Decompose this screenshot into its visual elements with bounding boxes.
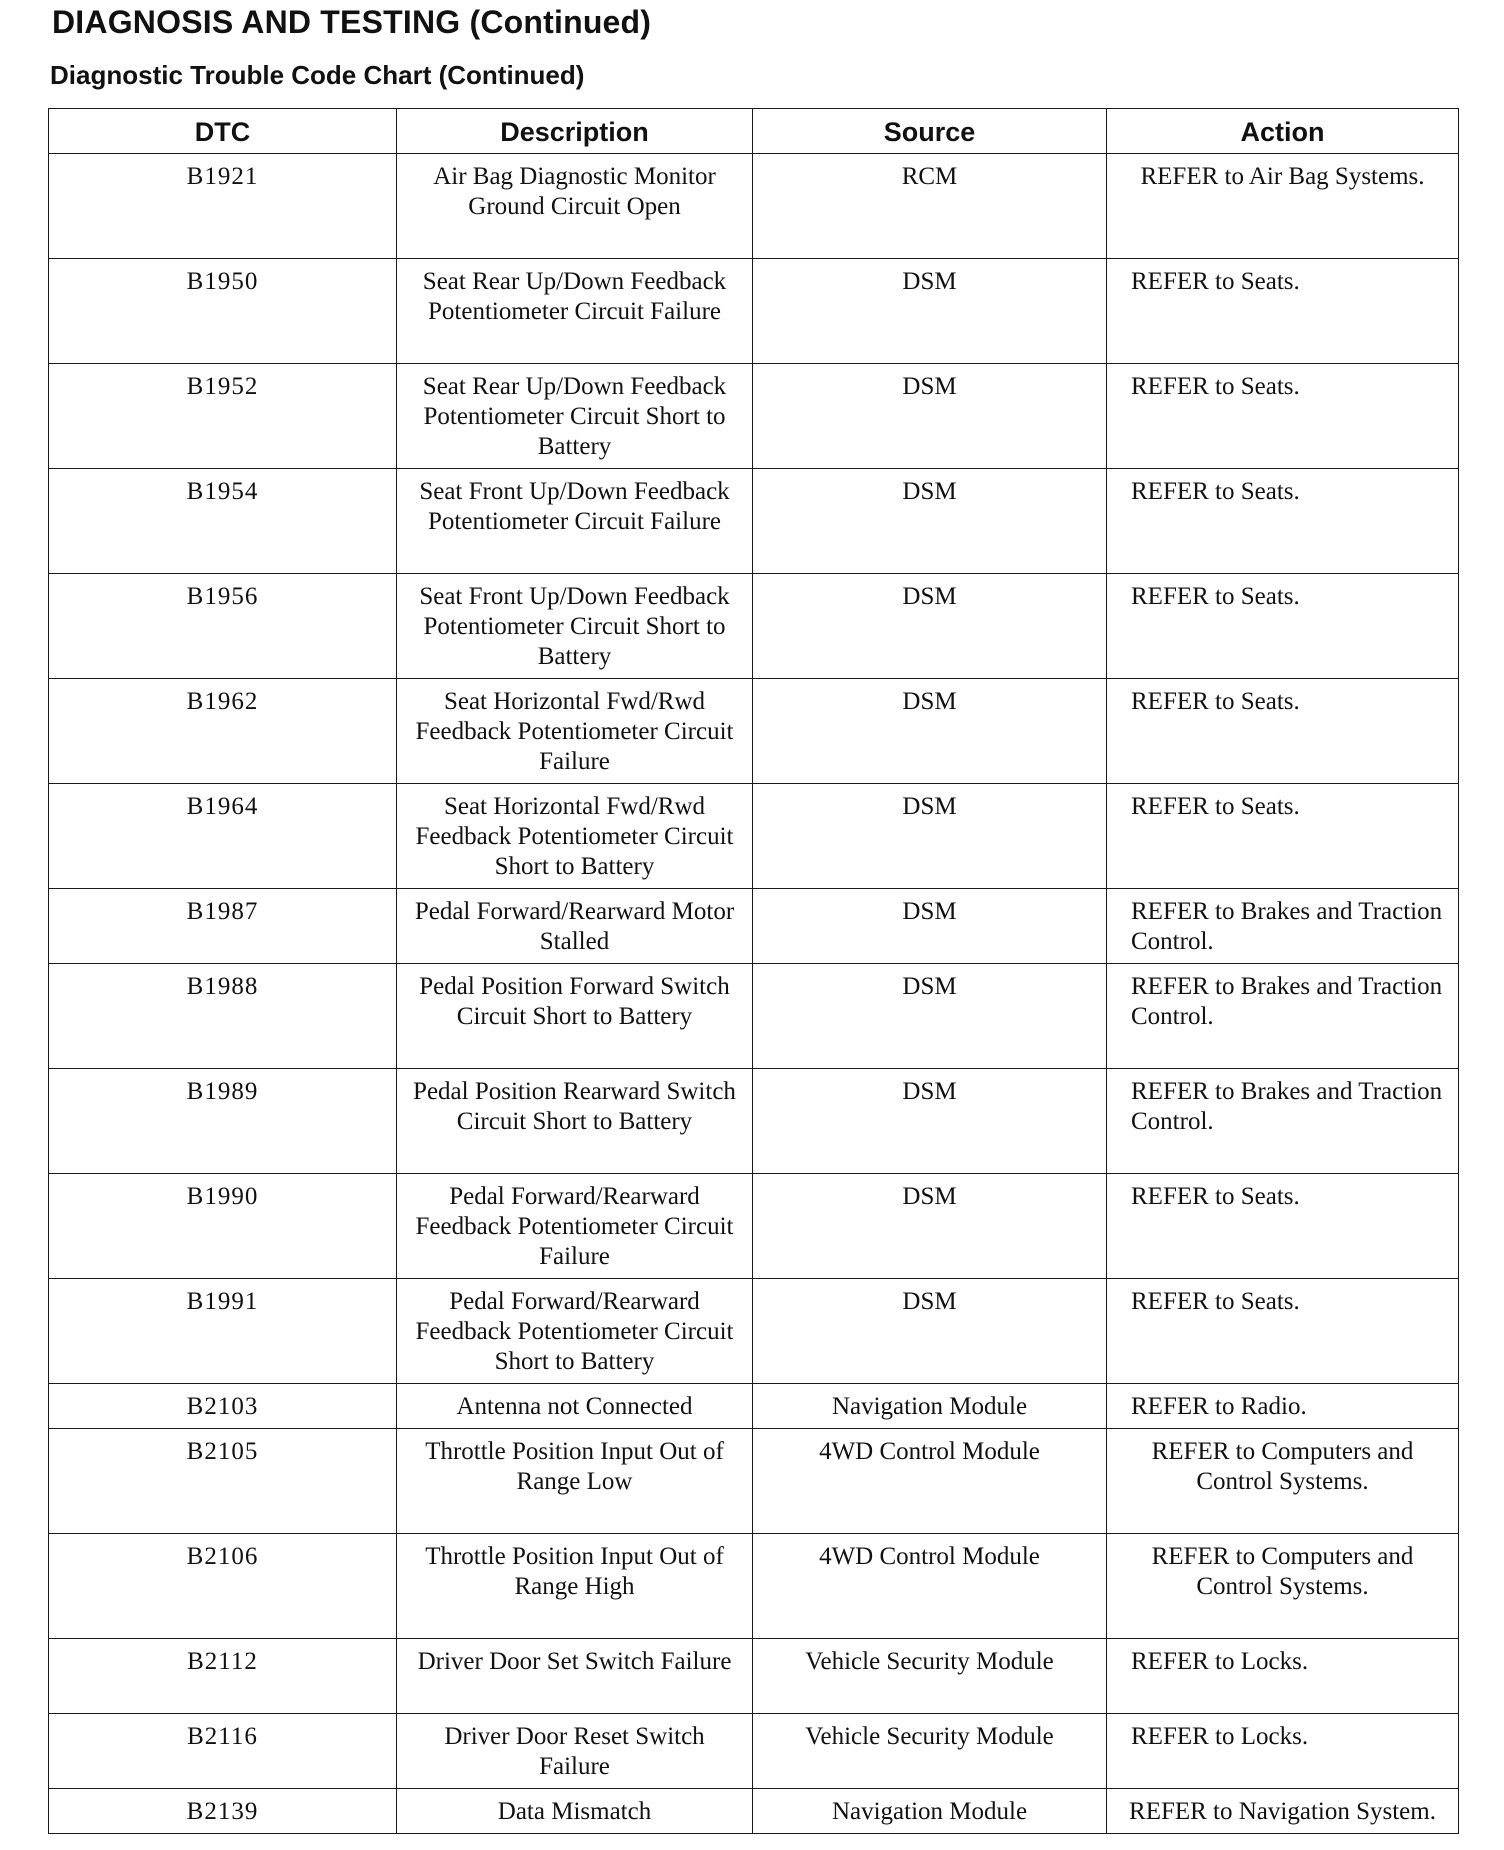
dtc-cell: B1952: [49, 364, 397, 469]
action-cell: REFER to Computers and Control Systems.: [1107, 1429, 1459, 1534]
action-cell: REFER to Seats.: [1107, 259, 1459, 364]
dtc-cell: B1990: [49, 1174, 397, 1279]
description-cell: Pedal Forward/Rearward Motor Stalled: [397, 889, 753, 964]
action-cell: REFER to Navigation System.: [1107, 1789, 1459, 1834]
action-cell: REFER to Seats.: [1107, 1174, 1459, 1279]
description-cell: Seat Horizontal Fwd/Rwd Feedback Potentiometer Circuit Short to Battery: [397, 784, 753, 889]
source-cell: Navigation Module: [753, 1384, 1107, 1429]
action-cell: REFER to Computers and Control Systems.: [1107, 1534, 1459, 1639]
action-cell: REFER to Brakes and Traction Control.: [1107, 889, 1459, 964]
description-cell: Throttle Position Input Out of Range Low: [397, 1429, 753, 1534]
table-row: [49, 1174, 1459, 1279]
table-body: [49, 154, 1459, 1834]
table-row: [49, 784, 1459, 889]
action-cell: REFER to Seats.: [1107, 1279, 1459, 1384]
dtc-cell: B1987: [49, 889, 397, 964]
dtc-cell: B2139: [49, 1789, 397, 1834]
description-cell: Seat Front Up/Down Feedback Potentiometer Circuit Short to Battery: [397, 574, 753, 679]
source-cell: DSM: [753, 1069, 1107, 1174]
description-cell: Seat Rear Up/Down Feedback Potentiometer Circuit Failure: [397, 259, 753, 364]
dtc-cell: B2112: [49, 1639, 397, 1714]
header-row: [49, 109, 1459, 154]
source-cell: DSM: [753, 784, 1107, 889]
source-cell: Navigation Module: [753, 1789, 1107, 1834]
source-cell: DSM: [753, 964, 1107, 1069]
action-cell: REFER to Brakes and Traction Control.: [1107, 964, 1459, 1069]
description-cell: Seat Front Up/Down Feedback Potentiometer Circuit Failure: [397, 469, 753, 574]
action-cell: REFER to Air Bag Systems.: [1107, 154, 1459, 259]
header-source: Source: [753, 109, 1107, 154]
table-row: [49, 1429, 1459, 1534]
source-cell: DSM: [753, 679, 1107, 784]
description-cell: Driver Door Set Switch Failure: [397, 1639, 753, 1714]
action-cell: REFER to Seats.: [1107, 679, 1459, 784]
description-cell: Pedal Forward/Rearward Feedback Potentiometer Circuit Failure: [397, 1174, 753, 1279]
table-row: [49, 1714, 1459, 1789]
table-row: [49, 964, 1459, 1069]
description-cell: Air Bag Diagnostic Monitor Ground Circuit Open: [397, 154, 753, 259]
source-cell: 4WD Control Module: [753, 1429, 1107, 1534]
description-cell: Antenna not Connected: [397, 1384, 753, 1429]
dtc-cell: B2116: [49, 1714, 397, 1789]
source-cell: RCM: [753, 154, 1107, 259]
dtc-cell: B1950: [49, 259, 397, 364]
source-cell: DSM: [753, 1174, 1107, 1279]
table-row: [49, 1069, 1459, 1174]
table-row: [49, 1279, 1459, 1384]
description-cell: Seat Horizontal Fwd/Rwd Feedback Potentiometer Circuit Failure: [397, 679, 753, 784]
action-cell: REFER to Seats.: [1107, 364, 1459, 469]
action-cell: REFER to Radio.: [1107, 1384, 1459, 1429]
source-cell: DSM: [753, 469, 1107, 574]
header-dtc: DTC: [49, 109, 397, 154]
description-cell: Throttle Position Input Out of Range High: [397, 1534, 753, 1639]
source-cell: DSM: [753, 1279, 1107, 1384]
table-row: [49, 259, 1459, 364]
dtc-cell: B2103: [49, 1384, 397, 1429]
table-row: [49, 1639, 1459, 1714]
dtc-cell: B1962: [49, 679, 397, 784]
table-header: [49, 109, 1459, 154]
source-cell: DSM: [753, 259, 1107, 364]
dtc-cell: B2105: [49, 1429, 397, 1534]
header-action: Action: [1107, 109, 1459, 154]
header-description: Description: [397, 109, 753, 154]
table-row: [49, 469, 1459, 574]
dtc-table: [48, 108, 1459, 1834]
table-row: [49, 574, 1459, 679]
description-cell: Pedal Position Rearward Switch Circuit Short to Battery: [397, 1069, 753, 1174]
description-cell: Pedal Forward/Rearward Feedback Potentiometer Circuit Short to Battery: [397, 1279, 753, 1384]
dtc-cell: B1988: [49, 964, 397, 1069]
description-cell: Seat Rear Up/Down Feedback Potentiometer Circuit Short to Battery: [397, 364, 753, 469]
dtc-cell: B1989: [49, 1069, 397, 1174]
description-cell: Driver Door Reset Switch Failure: [397, 1714, 753, 1789]
action-cell: REFER to Seats.: [1107, 469, 1459, 574]
source-cell: Vehicle Security Module: [753, 1639, 1107, 1714]
table-row: [49, 1534, 1459, 1639]
source-cell: DSM: [753, 574, 1107, 679]
table-row: [49, 1384, 1459, 1429]
table-row: [49, 154, 1459, 259]
description-cell: Pedal Position Forward Switch Circuit Short to Battery: [397, 964, 753, 1069]
dtc-cell: B1921: [49, 154, 397, 259]
table-row: [49, 679, 1459, 784]
dtc-cell: B1956: [49, 574, 397, 679]
section-title: Diagnostic Trouble Code Chart (Continued): [50, 60, 585, 90]
page-title: DIAGNOSIS AND TESTING (Continued): [52, 4, 652, 40]
dtc-cell: B1954: [49, 469, 397, 574]
dtc-cell: B1964: [49, 784, 397, 889]
source-cell: 4WD Control Module: [753, 1534, 1107, 1639]
table-row: [49, 364, 1459, 469]
table-row: [49, 1789, 1459, 1834]
action-cell: REFER to Locks.: [1107, 1714, 1459, 1789]
description-cell: Data Mismatch: [397, 1789, 753, 1834]
action-cell: REFER to Locks.: [1107, 1639, 1459, 1714]
source-cell: DSM: [753, 364, 1107, 469]
table-row: [49, 889, 1459, 964]
action-cell: REFER to Brakes and Traction Control.: [1107, 1069, 1459, 1174]
source-cell: DSM: [753, 889, 1107, 964]
action-cell: REFER to Seats.: [1107, 574, 1459, 679]
action-cell: REFER to Seats.: [1107, 784, 1459, 889]
source-cell: Vehicle Security Module: [753, 1714, 1107, 1789]
dtc-cell: B1991: [49, 1279, 397, 1384]
dtc-cell: B2106: [49, 1534, 397, 1639]
